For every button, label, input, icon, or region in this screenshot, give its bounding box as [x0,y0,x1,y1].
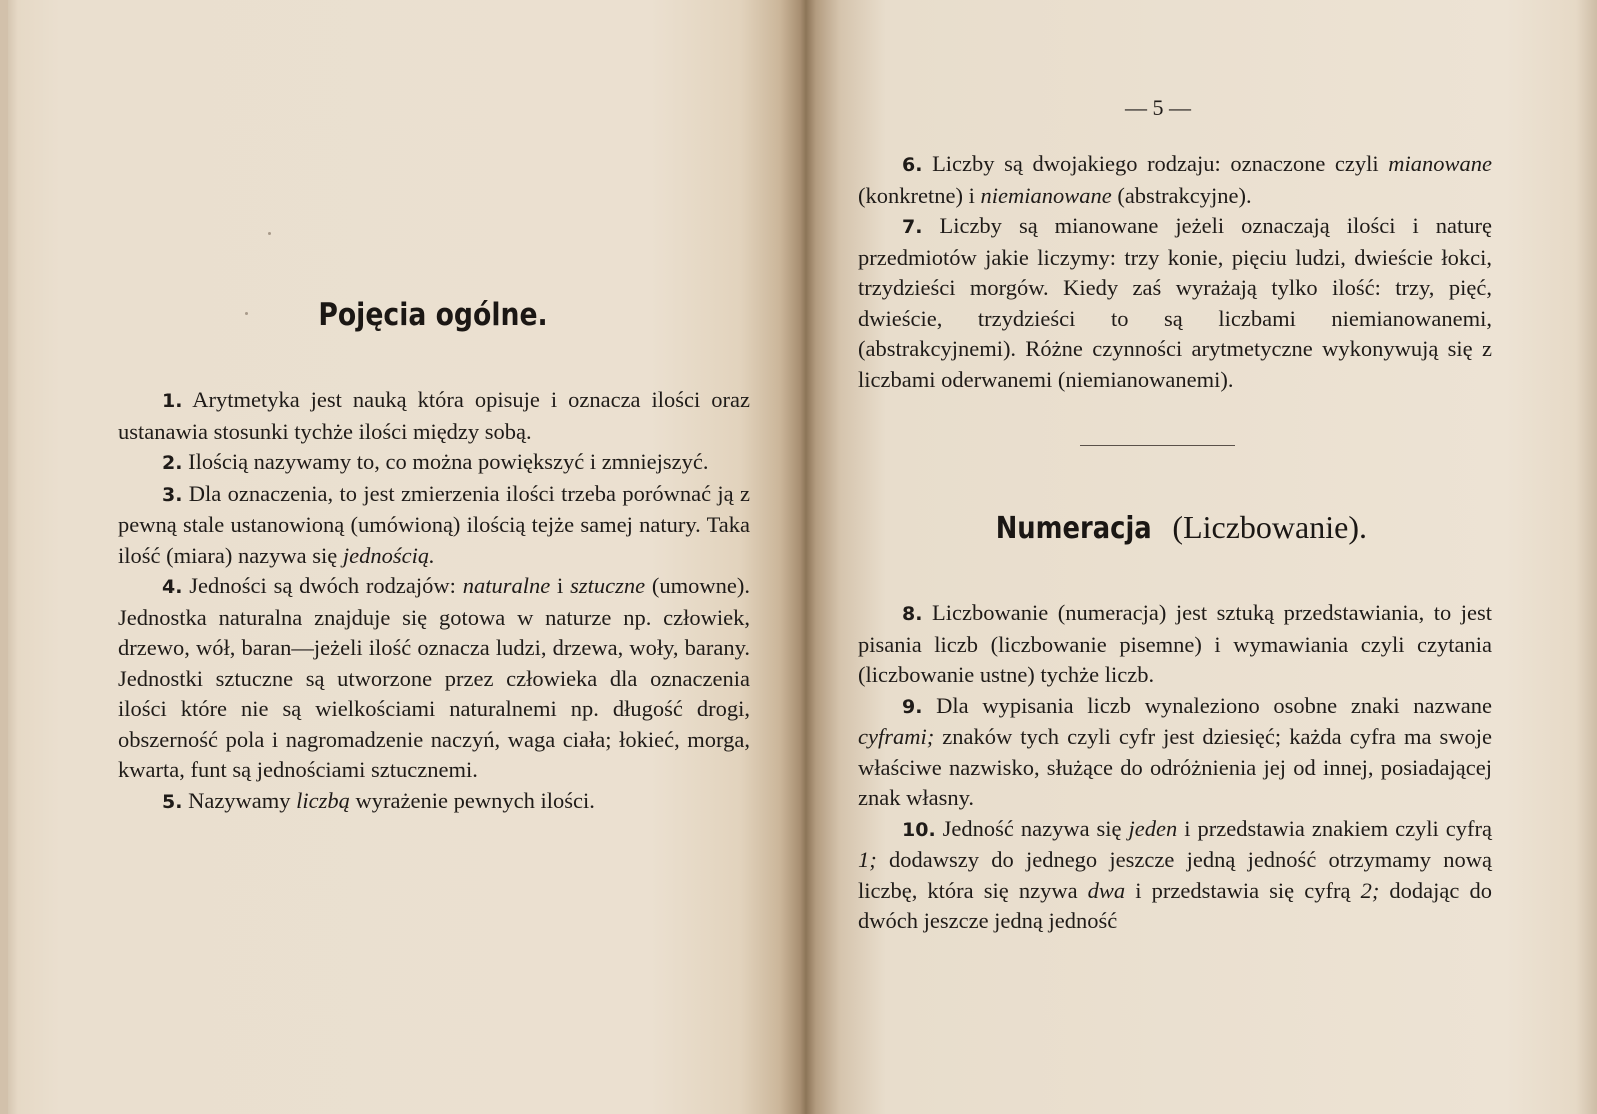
left-page-body [118,385,750,817]
paragraph-text: i przedstawia się cyfrą [1125,877,1361,903]
paragraph-text: Nazywamy [188,787,297,813]
paragraph-text: i [550,573,571,598]
italic-term: jeden [1128,815,1178,841]
paragraph-number: 5. [162,790,183,813]
paragraph [118,447,750,479]
paragraph-text: Jedności są dwóch rodzajów: [189,573,463,598]
italic-term: 1; [858,847,877,872]
paragraph-number: 8. [902,603,923,625]
paragraph-number: 4. [162,576,183,598]
italic-term: jednością. [342,542,435,568]
paragraph-text: (konkretne) i [858,182,981,208]
right-page-heading [858,508,1492,546]
paper-speck [268,232,271,235]
italic-term: niemianowane [980,182,1112,208]
paragraph [118,571,750,786]
paragraph [118,385,750,447]
paragraph [858,598,1492,691]
right-page-body-bottom [858,598,1492,937]
italic-term: liczbą [296,787,350,813]
paragraph-text: Liczbowanie (numeracja) jest sztuką przedstawiania, to jest pisania liczb (liczbowanie pisemne) i wymawiania czyli czytania (liczbowanie ustne) tychże liczb. [858,600,1493,687]
paragraph [118,786,750,818]
paragraph-text: i przedstawia znakiem czyli cyfrą [1177,815,1492,841]
paragraph-text: (abstrakcyjne). [1111,182,1252,208]
paragraph-number: 7. [902,216,923,238]
paragraph [858,814,1492,937]
paragraph [118,479,750,572]
paragraph-number: 3. [162,483,183,506]
heading-bold-part: Numeracja [995,511,1152,546]
paragraph-text: znaków tych czyli cyfr jest dziesięć; każda cyfra ma swoje właściwe nazwisko, służące do odróżnienia jej od innej, posiadającej znak własny. [858,724,1492,810]
italic-term: cyframi; [858,724,935,749]
italic-term: sztuczne [570,573,646,598]
heading-plain-part: (Liczbowanie). [1164,509,1367,545]
italic-term: 2; [1360,877,1380,903]
paragraph-text: dodawszy do jednego jeszcze jedną jedność otrzymamy nową liczbę, która się nzywa [858,847,1492,903]
page-edge [0,0,8,1114]
paragraph-text: (umowne). Jednostka naturalna znajduje się gotowa w naturze np. człowiek, drzewo, wół, baran—jeżeli ilość oznacza ludzi, drzewa, woły, barany. Jednostki sztuczne są utworzone przez człowieka dla oznaczenia ilości które nie są wielkościami naturalnemi np. długość drogi, obszerność pola i nagromadzenie naczyń, waga ciała; łokieć, morga, kwarta, funt są jednościami sztucznemi. [118,573,750,782]
paragraph [858,149,1492,211]
paragraph-number: 1. [162,390,183,412]
paragraph-text: Dla oznaczenia, to jest zmierzenia ilości trzeba porównać ją z pewną stale ustanowioną (umówioną) ilością tejże samej natury. Taka ilość (miara) nazywa się [118,480,750,568]
paragraph-number: 6. [902,154,923,176]
paragraph-text: Liczby są mianowane jeżeli oznaczają ilości i naturę przedmiotów jakie liczymy: trzy konie, pięciu ludzi, dwieście łokci, trzydzieści morgów. Kiedy zaś wyrażają tylko ilość: trzy, pięć, dwieście, trzydzieści to są liczbami niemianowanemi, (abstrakcyjnemi). Różne czynności arytmetyczne wykonywują się z liczbami oderwanemi (niemianowanemi). [858,213,1493,392]
paragraph-text: Ilością nazywamy to, co można powiększyć i zmniejszyć. [188,449,709,474]
paragraph-number: 10. [902,818,936,841]
paragraph-text: wyrażenie pewnych ilości. [349,787,595,813]
section-divider [1080,445,1235,446]
paragraph-text: Arytmetyka jest nauką która opisuje i oznacza ilości oraz ustanawia stosunki tychże ilości między sobą. [118,387,750,444]
paragraph-text: dodając do dwóch jeszcze jedną jedność [858,877,1492,933]
paragraph [858,691,1492,814]
paragraph-number: 2. [162,452,183,474]
paragraph-text: Liczby są dwojakiego rodzaju: oznaczone czyli [932,151,1389,176]
italic-term: mianowane [1388,151,1493,176]
paragraph-text: Dla wypisania liczb wynaleziono osobne znaki nazwane [936,692,1492,718]
italic-term: naturalne [462,573,551,598]
paragraph-number: 9. [902,695,923,718]
paragraph [858,211,1492,395]
paragraph-text: Jedność nazywa się [942,815,1129,841]
right-page-body-top [858,149,1492,395]
page-number: — 5 — [1125,95,1191,120]
italic-term: dwa [1087,877,1126,903]
left-page-heading: Pojęcia ogólne. [318,297,548,333]
